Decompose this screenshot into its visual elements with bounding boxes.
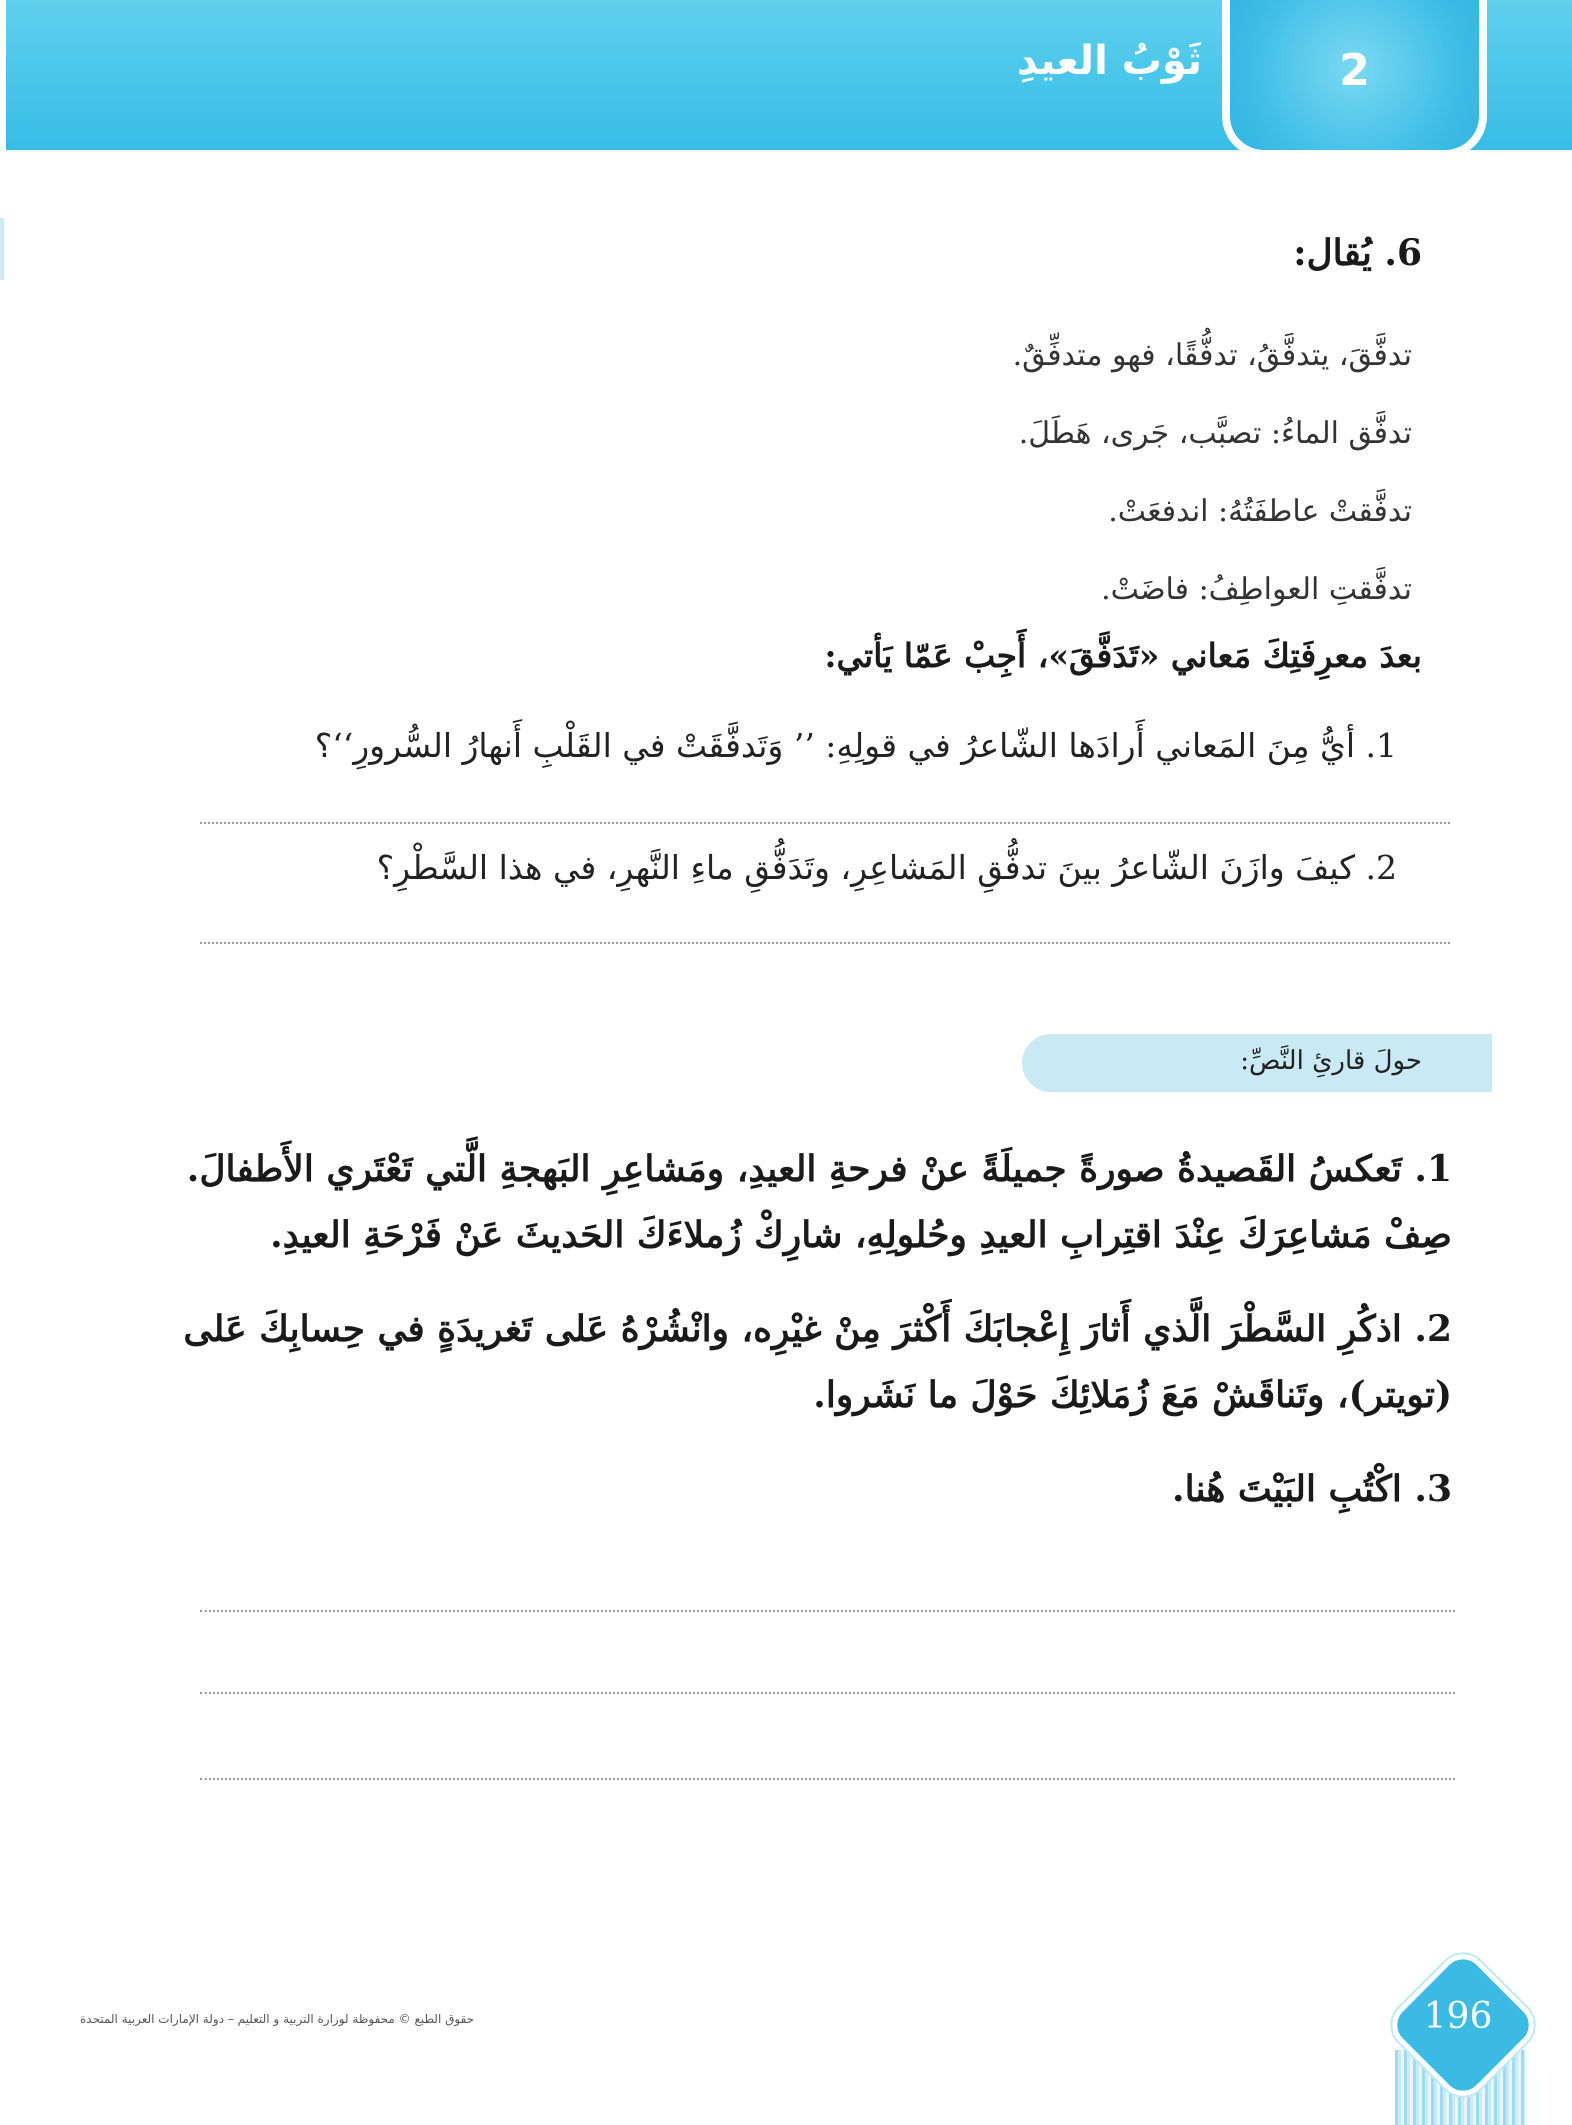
writing-line[interactable] [200, 1692, 1455, 1694]
question-item: 2. كيفَ وازَنَ الشّاعرُ بينَ تدفُّقِ المَشاعِرِ، وتَدَفُّقِ ماءِ النَّهرِ، في هذا السَّطْرِ؟ [376, 848, 1397, 887]
section-heading: 6. يُقال: [1293, 232, 1422, 274]
definition-line: تدفَّقتْ عاطفَتُهُ: اندفعَتْ. [1108, 494, 1412, 529]
answer-line[interactable] [200, 822, 1450, 824]
question-item: 1. أيُّ مِنَ المَعاني أَرادَها الشّاعرُ في قولِهِ: ’’ وَتَدفَّقَتْ في القَلْبِ أَنهارُ السُّرورِ‘‘؟ [314, 726, 1397, 765]
activity-item: 3. اكْتُبِ البَيْتَ هُنا. [1172, 1468, 1452, 1510]
margin-marker [0, 218, 4, 280]
page-number: 196 [1423, 1996, 1493, 2037]
writing-line[interactable] [200, 1778, 1455, 1780]
definition-line: تدفَّقَ، يتدفَّقُ، تدفُّقًا، فهو متدفِّقٌ. [1012, 338, 1412, 373]
writing-line[interactable] [200, 1610, 1455, 1612]
unit-tab [1222, 0, 1487, 158]
copyright-text: حقوق الطبع © محفوظة لوزارة التربية و التعليم – دولة الإمارات العربية المتحدة [80, 2012, 475, 2026]
unit-number: 2 [1339, 44, 1370, 96]
question-prompt: بعدَ معرِفَتِكَ مَعاني «تَدَفَّقَ»، أَجِبْ عَمّا يَأتي: [824, 636, 1422, 675]
activity-item: 2. اذكُرِ السَّطْرَ الَّذي أَثارَ إِعْجابَكَ أَكْثرَ مِنْ غيْرِه، وانْشُرْهُ عَلى تَغريدَةٍ في حِسابِكَ عَلى (تويتر)، وتَناقَشْ مَعَ زُمَلائِكَ حَوْلَ ما نَشَروا. [183, 1308, 1452, 1416]
lesson-title: ثَوْبُ العيدِ [1017, 38, 1202, 84]
activity-item: 1. تَعكسُ القَصيدةُ صورةً جميلَةً عنْ فرحةِ العيدِ، ومَشاعِرِ البَهجةِ الَّتي تَعْتَري الأَطفالَ. صِفْ مَشاعِرَكَ عِنْدَ اقتِرابِ العيدِ وحُلولِهِ، شارِكْ زُملاءَكَ الحَديثَ عَنْ فَرْحَةِ العيدِ. [186, 1148, 1452, 1256]
definition-line: تدفَّقتِ العواطِفُ: فاضَتْ. [1101, 572, 1412, 607]
section-label: حولَ قارئِ النَّصِّ: [1240, 1046, 1422, 1076]
answer-line[interactable] [200, 942, 1450, 944]
page-number-badge [1388, 1968, 1526, 2088]
definition-line: تدفَّق الماءُ: تصبَّب، جَرى، هَطَلَ. [1018, 416, 1412, 451]
